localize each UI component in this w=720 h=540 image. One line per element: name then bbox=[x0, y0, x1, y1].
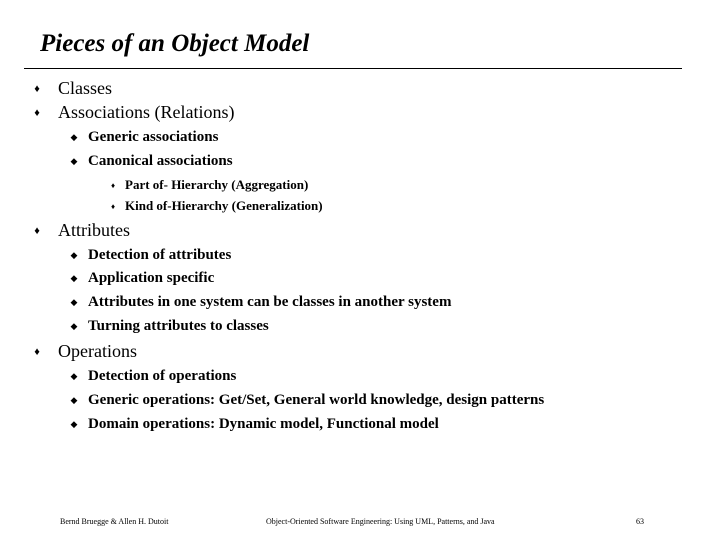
footer-book-title: Object-Oriented Software Engineering: Using UML, Patterns, and Java bbox=[266, 517, 495, 526]
diamond-bullet-icon: ◆ bbox=[70, 273, 78, 283]
bullet-text: Associations (Relations) bbox=[58, 102, 235, 122]
diamond-bullet-icon: ♦ bbox=[34, 345, 40, 358]
bullet-text: Classes bbox=[58, 78, 112, 98]
bullet-text: Part of- Hierarchy (Aggregation) bbox=[125, 177, 309, 192]
bullet-associations bbox=[28, 102, 234, 123]
title-divider bbox=[24, 68, 682, 69]
bullet-operations bbox=[28, 341, 137, 362]
diamond-bullet-icon: ♦ bbox=[34, 82, 40, 95]
footer-authors: Bernd Bruegge & Allen H. Dutoit bbox=[60, 517, 169, 526]
diamond-bullet-icon: ♦ bbox=[34, 106, 40, 119]
diamond-bullet-icon: ◆ bbox=[70, 371, 78, 381]
diamond-bullet-icon: ◆ bbox=[70, 132, 78, 142]
diamond-bullet-icon: ◆ bbox=[70, 419, 78, 429]
sub-bullet-attributes-classes bbox=[66, 294, 451, 311]
sub-sub-bullet-part-of bbox=[106, 177, 308, 193]
footer-page-number: 63 bbox=[636, 517, 644, 526]
sub-bullet-canonical-associations bbox=[66, 153, 233, 170]
sub-bullet-domain-operations bbox=[66, 416, 439, 433]
bullet-text: Generic operations: Get/Set, General world knowledge, design patterns bbox=[88, 392, 545, 408]
bullet-attributes bbox=[28, 220, 130, 241]
diamond-bullet-icon: ◆ bbox=[70, 321, 78, 331]
slide-title: Pieces of an Object Model bbox=[40, 30, 310, 57]
diamond-bullet-icon: ◆ bbox=[70, 156, 78, 166]
diamond-bullet-icon: ◆ bbox=[70, 297, 78, 307]
sub-bullet-generic-associations bbox=[66, 129, 218, 146]
bullet-text: Attributes bbox=[58, 220, 130, 240]
bullet-text: Domain operations: Dynamic model, Functional model bbox=[88, 416, 439, 432]
bullet-text: Attributes in one system can be classes in another system bbox=[88, 294, 452, 310]
diamond-bullet-icon: ♦ bbox=[110, 201, 116, 211]
bullet-text: Canonical associations bbox=[88, 153, 233, 169]
sub-bullet-generic-operations bbox=[66, 392, 544, 409]
sub-bullet-detection-attributes bbox=[66, 247, 231, 264]
sub-bullet-turning-attributes bbox=[66, 318, 269, 335]
sub-sub-bullet-kind-of bbox=[106, 198, 323, 214]
diamond-bullet-icon: ♦ bbox=[34, 224, 40, 237]
bullet-text: Turning attributes to classes bbox=[88, 318, 269, 334]
bullet-classes bbox=[28, 78, 112, 99]
bullet-text: Generic associations bbox=[88, 129, 219, 145]
bullet-text: Application specific bbox=[88, 270, 215, 286]
diamond-bullet-icon: ♦ bbox=[110, 180, 116, 190]
diamond-bullet-icon: ◆ bbox=[70, 395, 78, 405]
bullet-text: Kind of-Hierarchy (Generalization) bbox=[125, 198, 323, 213]
sub-bullet-detection-operations bbox=[66, 368, 236, 385]
bullet-text: Operations bbox=[58, 341, 137, 361]
sub-bullet-application-specific bbox=[66, 270, 214, 287]
diamond-bullet-icon: ◆ bbox=[70, 250, 78, 260]
bullet-text: Detection of attributes bbox=[88, 247, 232, 263]
bullet-text: Detection of operations bbox=[88, 368, 237, 384]
